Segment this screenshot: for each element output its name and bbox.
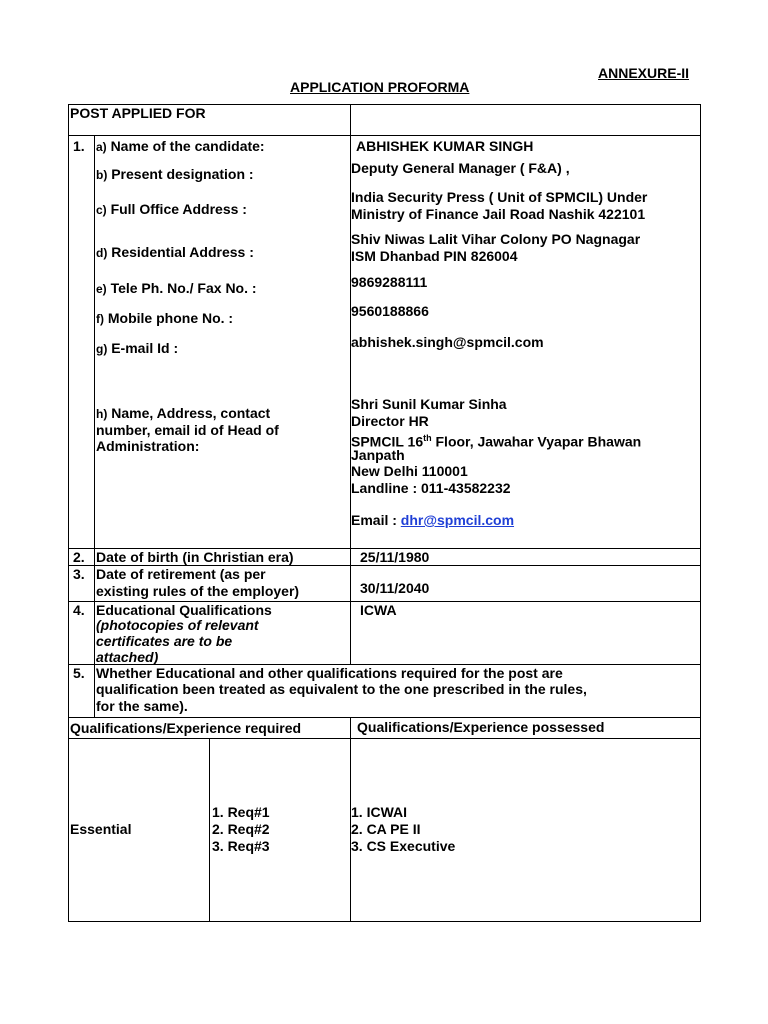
retirement-label-line1: Date of retirement (as per (96, 566, 266, 582)
possessed-item-3: 3. CS Executive (351, 838, 456, 854)
designation-value: Deputy General Manager ( F&A) , (351, 160, 570, 176)
office-address-line2: Ministry of Finance Jail Road Nashik 422101 (351, 206, 646, 222)
head-admin-address-line2: Janpath (351, 447, 405, 463)
head-admin-label-line3: Administration: (96, 438, 200, 454)
education-note-line1: (photocopies of relevant (96, 617, 259, 633)
retirement-value: 30/11/2040 (360, 580, 430, 596)
email-label: g) E-mail Id : (96, 340, 179, 356)
tele-fax-value: 9869288111 (351, 274, 428, 290)
item-5-line3: for the same). (96, 698, 188, 714)
form-title: APPLICATION PROFORMA (290, 79, 470, 95)
education-value: ICWA (360, 602, 397, 618)
possessed-item-1: 1. ICWAI (351, 804, 408, 820)
item-4-number: 4. (73, 602, 85, 618)
item-3-number: 3. (73, 566, 85, 582)
annexure-label: ANNEXURE-II (598, 65, 690, 81)
head-admin-label-line2: number, email id of Head of (96, 422, 279, 438)
item-1-number: 1. (73, 138, 85, 154)
residential-address-line1: Shiv Niwas Lalit Vihar Colony PO Nagnagar (351, 231, 641, 247)
item-2-number: 2. (73, 549, 85, 565)
qual-possessed-header: Qualifications/Experience possessed (357, 719, 605, 735)
head-admin-address-line1: SPMCIL 16th Floor, Jawahar Vyapar Bhawan (351, 433, 642, 450)
head-admin-email-link[interactable]: dhr@spmcil.com (400, 512, 515, 528)
office-address-label: c) Full Office Address : (96, 201, 247, 217)
possessed-item-2: 2. CA PE II (351, 821, 421, 837)
qual-required-header: Qualifications/Experience required (70, 720, 302, 736)
item-5-line1: Whether Educational and other qualifications required for the post are (96, 665, 563, 681)
retirement-label-line2: existing rules of the employer) (96, 583, 300, 599)
email-value: abhishek.singh@spmcil.com (351, 334, 544, 350)
candidate-name-label: a) Name of the candidate: (96, 138, 265, 154)
item-5-line2: qualification been treated as equivalent to the one prescribed in the rules, (96, 681, 587, 697)
head-admin-name: Shri Sunil Kumar Sinha (351, 396, 507, 412)
residential-address-label: d) Residential Address : (96, 244, 254, 260)
required-item-3: 3. Req#3 (212, 838, 270, 854)
dob-label: Date of birth (in Christian era) (96, 549, 294, 565)
post-applied-label: POST APPLIED FOR (70, 105, 206, 121)
head-admin-landline: Landline : 011-43582232 (351, 480, 511, 496)
item-5-number: 5. (73, 665, 85, 681)
qual-category-essential: Essential (70, 821, 132, 837)
mobile-label: f) Mobile phone No. : (96, 310, 234, 326)
required-item-1: 1. Req#1 (212, 804, 270, 820)
candidate-name-value: ABHISHEK KUMAR SINGH (356, 138, 534, 154)
required-item-2: 2. Req#2 (212, 821, 270, 837)
head-admin-designation: Director HR (351, 413, 429, 429)
office-address-line1: India Security Press ( Unit of SPMCIL) Under (351, 189, 648, 205)
residential-address-line2: ISM Dhanbad PIN 826004 (351, 248, 518, 264)
tele-fax-label: e) Tele Ph. No./ Fax No. : (96, 280, 257, 296)
education-note-line3: attached) (96, 649, 159, 665)
education-label: Educational Qualifications (96, 602, 272, 618)
education-note-line2: certificates are to be (96, 633, 233, 649)
dob-value: 25/11/1980 (360, 549, 430, 565)
designation-label: b) Present designation : (96, 166, 254, 182)
head-admin-email: Email : dhr@spmcil.com (351, 512, 515, 528)
head-admin-label: h) Name, Address, contact (96, 405, 271, 421)
mobile-value: 9560188866 (351, 303, 429, 319)
head-admin-address-line3: New Delhi 110001 (351, 463, 468, 479)
